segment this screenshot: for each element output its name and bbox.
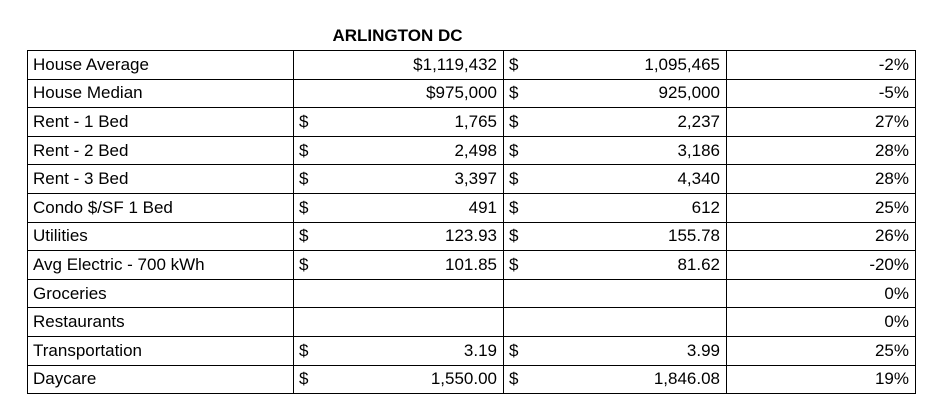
- currency-symbol-1: $: [294, 136, 320, 165]
- currency-symbol-2: $: [504, 108, 530, 137]
- value-2: [530, 279, 727, 308]
- percent-change: -20%: [727, 251, 916, 280]
- currency-symbol-1: $: [294, 251, 320, 280]
- currency-symbol-1: [294, 308, 320, 337]
- currency-symbol-1: $: [294, 108, 320, 137]
- table-row: [28, 222, 916, 251]
- table-body: [28, 51, 916, 394]
- row-label: Groceries: [28, 279, 294, 308]
- row-label: Rent - 3 Bed: [28, 165, 294, 194]
- percent-change: 19%: [727, 365, 916, 394]
- table-row: [28, 51, 916, 80]
- value-1: 1,765: [320, 108, 504, 137]
- value-1: [320, 279, 504, 308]
- row-label: Condo $/SF 1 Bed: [28, 193, 294, 222]
- value-2: 81.62: [530, 251, 727, 280]
- value-2: [530, 308, 727, 337]
- value-1: 2,498: [320, 136, 504, 165]
- value-2: 3.99: [530, 336, 727, 365]
- table-row: [28, 165, 916, 194]
- value-1: $975,000: [320, 79, 504, 108]
- row-label: Daycare: [28, 365, 294, 394]
- value-1: $1,119,432: [320, 51, 504, 80]
- table-row: [28, 193, 916, 222]
- value-2: 612: [530, 193, 727, 222]
- table-row: [28, 108, 916, 137]
- value-1: [320, 308, 504, 337]
- table-row: [28, 336, 916, 365]
- currency-symbol-1: [294, 79, 320, 108]
- currency-symbol-2: [504, 279, 530, 308]
- value-2: 4,340: [530, 165, 727, 194]
- row-label: Avg Electric - 700 kWh: [28, 251, 294, 280]
- value-1: 491: [320, 193, 504, 222]
- currency-symbol-2: $: [504, 222, 530, 251]
- table-row: [28, 136, 916, 165]
- value-2: 3,186: [530, 136, 727, 165]
- currency-symbol-2: $: [504, 336, 530, 365]
- value-2: 155.78: [530, 222, 727, 251]
- row-label: Rent - 2 Bed: [28, 136, 294, 165]
- percent-change: -2%: [727, 51, 916, 80]
- currency-symbol-1: $: [294, 193, 320, 222]
- value-1: 123.93: [320, 222, 504, 251]
- percent-change: 0%: [727, 279, 916, 308]
- currency-symbol-2: $: [504, 193, 530, 222]
- currency-symbol-1: $: [294, 365, 320, 394]
- currency-symbol-2: $: [504, 51, 530, 80]
- value-1: 101.85: [320, 251, 504, 280]
- currency-symbol-2: $: [504, 365, 530, 394]
- currency-symbol-2: $: [504, 136, 530, 165]
- percent-change: 25%: [727, 193, 916, 222]
- table-row: [28, 251, 916, 280]
- table-row: [28, 365, 916, 394]
- value-1: 3.19: [320, 336, 504, 365]
- currency-symbol-2: $: [504, 79, 530, 108]
- cost-comparison-table: [27, 50, 916, 394]
- value-1: 3,397: [320, 165, 504, 194]
- row-label: House Median: [28, 79, 294, 108]
- table-row: [28, 308, 916, 337]
- currency-symbol-1: $: [294, 165, 320, 194]
- value-2: 1,846.08: [530, 365, 727, 394]
- table-row: [28, 279, 916, 308]
- row-label: Utilities: [28, 222, 294, 251]
- row-label: Transportation: [28, 336, 294, 365]
- currency-symbol-1: $: [294, 336, 320, 365]
- row-label: Restaurants: [28, 308, 294, 337]
- row-label: House Average: [28, 51, 294, 80]
- value-1: 1,550.00: [320, 365, 504, 394]
- table-row: [28, 79, 916, 108]
- percent-change: 26%: [727, 222, 916, 251]
- currency-symbol-2: $: [504, 251, 530, 280]
- currency-symbol-1: [294, 51, 320, 80]
- percent-change: 25%: [727, 336, 916, 365]
- currency-symbol-1: [294, 279, 320, 308]
- percent-change: -5%: [727, 79, 916, 108]
- value-2: 925,000: [530, 79, 727, 108]
- currency-symbol-1: $: [294, 222, 320, 251]
- percent-change: 27%: [727, 108, 916, 137]
- value-2: 1,095,465: [530, 51, 727, 80]
- percent-change: 28%: [727, 136, 916, 165]
- value-2: 2,237: [530, 108, 727, 137]
- currency-symbol-2: [504, 308, 530, 337]
- table-title: ARLINGTON DC: [332, 26, 463, 45]
- row-label: Rent - 1 Bed: [28, 108, 294, 137]
- currency-symbol-2: $: [504, 165, 530, 194]
- percent-change: 0%: [727, 308, 916, 337]
- percent-change: 28%: [727, 165, 916, 194]
